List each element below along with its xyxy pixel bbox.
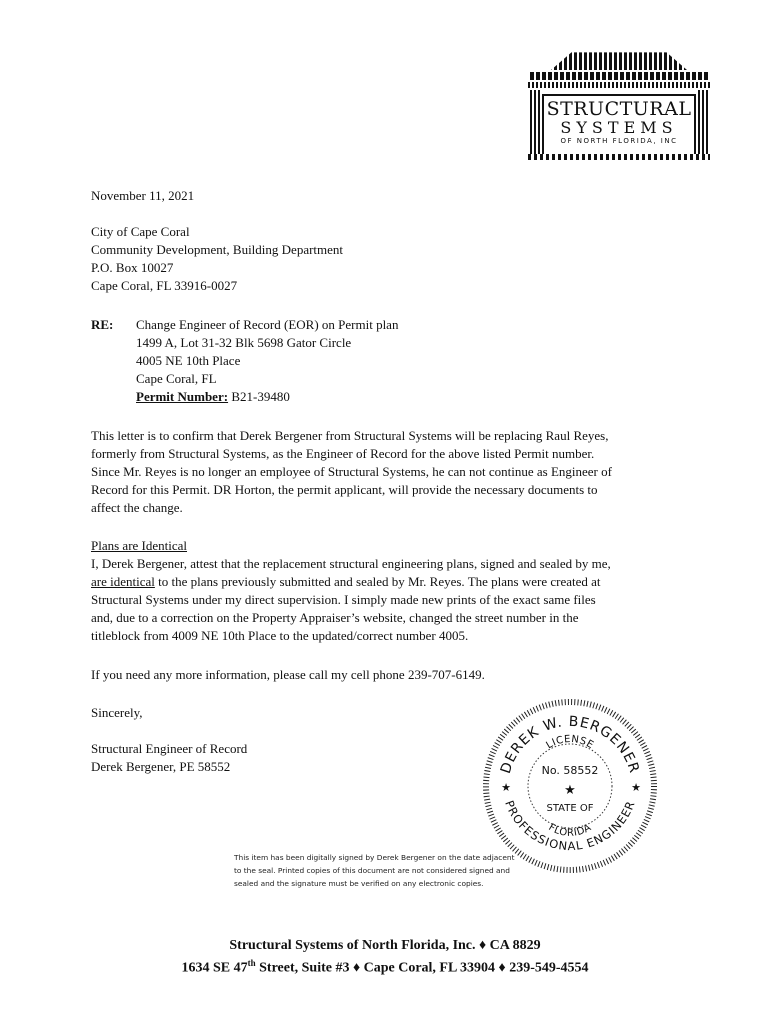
plans-heading: Plans are Identical (91, 538, 188, 553)
body-paragraph (91, 427, 612, 517)
emphasis-text: are identical (91, 574, 155, 589)
recipient-line: Cape Coral, FL 33916-0027 (91, 278, 238, 293)
logo-subtitle: SYSTEMS (560, 118, 678, 137)
signature-name: Derek Bergener, PE 58552 (91, 759, 231, 774)
paragraph-text: to the plans previously submitted and sealed by Mr. Reyes. The plans were created at (154, 574, 601, 589)
paragraph-line (91, 573, 611, 591)
footer-address-part: 1634 SE 47 (181, 960, 248, 976)
seal-state: STATE OF (546, 803, 594, 814)
digital-signature-notice (234, 851, 524, 890)
seal-name: DEREK W. BERGENER (497, 713, 643, 776)
svg-text:LICENSE (544, 734, 595, 751)
recipient-line: City of Cape Coral (91, 224, 190, 239)
footer-address (0, 958, 770, 977)
paragraph-line: Since Mr. Reyes is no longer an employee of Structural Systems, he can not continue as Engineer of (91, 464, 612, 479)
star-icon: ★ (564, 783, 576, 798)
recipient-address (91, 223, 343, 295)
paragraph-line: This letter is to confirm that Derek Bergener from Structural Systems will be replacing Raul Reyes, (91, 428, 609, 443)
footer-address-part: Street, Suite #3 ♦ Cape Coral, FL 33904 ♦ 239-549-4554 (255, 960, 589, 976)
plans-section (91, 537, 611, 645)
paragraph-line: I, Derek Bergener, attest that the replacement structural engineering plans, signed and sealed by me, (91, 556, 611, 571)
re-line: 1499 A, Lot 31-32 Blk 5698 Gator Circle (136, 335, 352, 350)
paragraph-line: titleblock from 4009 NE 10th Place to the updated/correct number 4005. (91, 628, 469, 643)
letter-date: November 11, 2021 (91, 188, 195, 203)
recipient-line: Community Development, Building Department (91, 242, 344, 257)
seal-profession: PROFESSIONAL ENGINEER (502, 798, 638, 854)
seal-florida: FLORIDA (546, 822, 594, 839)
notice-line: sealed and the signature must be verified on any electronic copies. (234, 879, 484, 888)
signature-title: Structural Engineer of Record (91, 741, 248, 756)
svg-text:FLORIDA (546, 822, 593, 839)
closing: Sincerely, (91, 705, 143, 720)
company-logo (526, 46, 712, 164)
footer-company: Structural Systems of North Florida, Inc. ♦ CA 8829 (229, 938, 541, 953)
paragraph-line: affect the change. (91, 500, 183, 515)
permit-number (136, 388, 398, 406)
footer-superscript: th (247, 958, 256, 968)
re-line: Cape Coral, FL (136, 371, 217, 386)
paragraph-line: and, due to a correction on the Property Appraiser’s website, changed the street number in the (91, 610, 579, 625)
re-label: RE: (91, 317, 114, 332)
signature-block (91, 740, 247, 776)
paragraph-line: Record for this Permit. DR Horton, the permit applicant, will provide the necessary documents to (91, 482, 598, 497)
contact-line: If you need any more information, please call my cell phone 239-707-6149. (91, 667, 485, 682)
star-icon: ★ (631, 781, 641, 794)
notice-line: This item has been digitally signed by Derek Bergener on the date adjacent (234, 853, 515, 862)
logo-tagline: OF NORTH FLORIDA, INC (560, 137, 678, 145)
re-line: 4005 NE 10th Place (136, 353, 241, 368)
permit-value: B21-39480 (228, 389, 290, 404)
engineer-seal (480, 696, 660, 876)
re-line: Change Engineer of Record (EOR) on Permit plan (136, 317, 399, 332)
re-block (136, 316, 398, 406)
seal-license: LICENSE (544, 733, 596, 752)
recipient-line: P.O. Box 10027 (91, 260, 174, 275)
star-icon: ★ (501, 781, 511, 794)
paragraph-line: Structural Systems under my direct supervision. I simply made new prints of the exact same files (91, 592, 596, 607)
logo-title: STRUCTURAL (546, 98, 692, 120)
seal-number: No. 58552 (541, 764, 599, 777)
permit-label: Permit Number: (136, 389, 229, 404)
notice-line: to the seal. Printed copies of this document are not considered signed and (234, 866, 510, 875)
paragraph-line: formerly from Structural Systems, as the Engineer of Record for the above listed Permit number. (91, 446, 595, 461)
